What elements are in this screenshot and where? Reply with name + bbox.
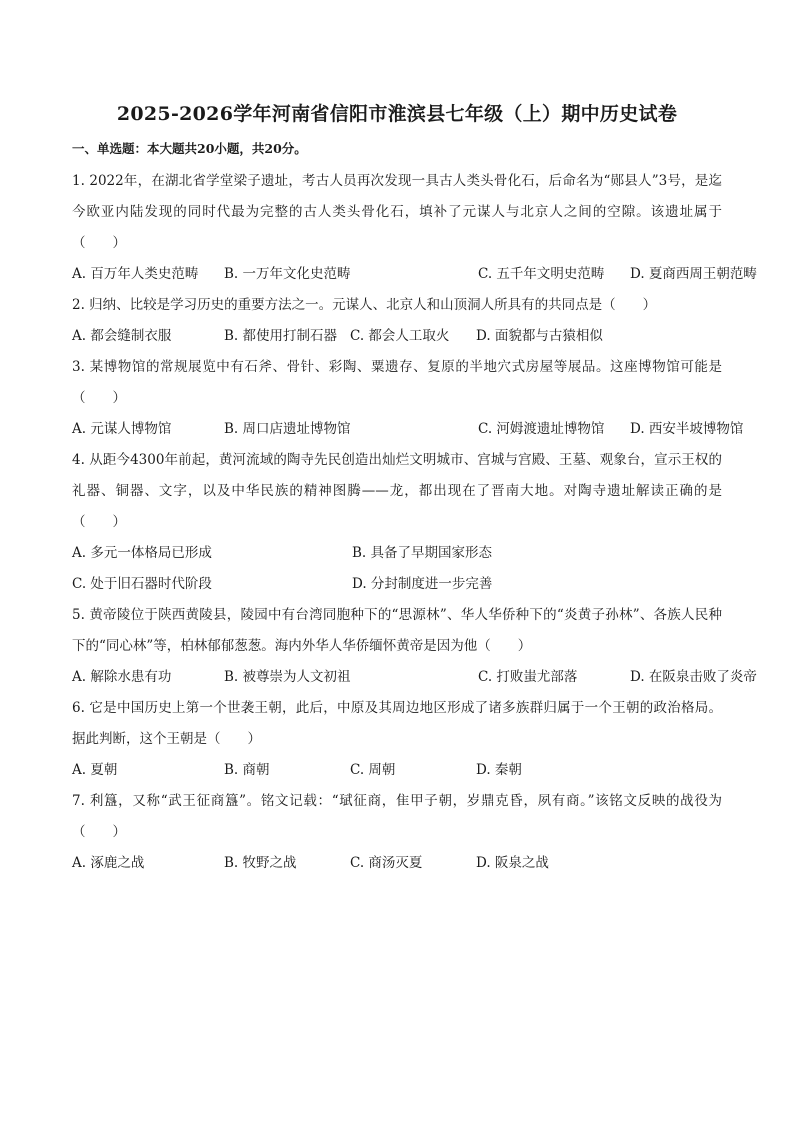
options-row	[72, 662, 757, 693]
question-stem: 4. 从距今4300年前起，黄河流域的陶寺先民创造出灿烂文明城市、宫城与宫殿、王墓、观象台，宣示王权的礼器、铜器、文字，以及中华民族的精神图腾——龙，都出现在了晋南大地。对陶寺遗址解读正确的是（ ）	[72, 452, 722, 530]
option-d[interactable]: D. 夏商西周王朝范畴	[630, 266, 757, 282]
option-b[interactable]: B. 商朝	[224, 762, 270, 778]
option-c[interactable]: C. 打败蚩尤部落	[478, 669, 578, 685]
option-b[interactable]: B. 具备了早期国家形态	[352, 545, 493, 561]
question-stem: 2. 归纳、比较是学习历史的重要方法之一。元谋人、北京人和山顶洞人所具有的共同点是（ ）	[72, 297, 657, 313]
option-b[interactable]: B. 牧野之战	[224, 855, 297, 871]
options-row	[72, 259, 757, 290]
question-stem: 6. 它是中国历史上第一个世袭王朝，此后，中原及其周边地区形成了诸多族群归属于一个王朝的政治格局。据此判断，这个王朝是（ ）	[72, 700, 722, 747]
option-c[interactable]: C. 处于旧石器时代阶段	[72, 576, 212, 592]
option-a[interactable]: A. 百万年人类史范畴	[72, 266, 199, 282]
option-a[interactable]: A. 元谋人博物馆	[72, 421, 172, 437]
question-stem: 5. 黄帝陵位于陕西黄陵县，陵园中有台湾同胞种下的“思源林”、华人华侨种下的“炎黄子孙林”、各族人民种下的“同心林”等，柏林郁郁葱葱。海内外华人华侨缅怀黄帝是因为他（ ）	[72, 607, 722, 654]
option-c[interactable]: C. 周朝	[350, 762, 396, 778]
option-a[interactable]: A. 解除水患有功	[72, 669, 172, 685]
question-3	[72, 352, 744, 445]
option-d[interactable]: D. 分封制度进一步完善	[352, 576, 493, 592]
question-stem: 7. 利簋，又称“武王征商簋”。铭文记载：“珷征商，隹甲子朝，岁鼎克昏，夙有商。”该铭文反映的战役为（ ）	[72, 793, 722, 840]
option-d[interactable]: D. 秦朝	[476, 762, 522, 778]
options-row	[72, 755, 722, 786]
section-heading: 一、单选题：本大题共20小题，共20分。	[72, 141, 307, 156]
option-b[interactable]: B. 一万年文化史范畴	[224, 266, 351, 282]
question-5	[72, 600, 757, 693]
options-row	[72, 848, 722, 879]
option-c[interactable]: C. 河姆渡遗址博物馆	[478, 421, 605, 437]
option-a[interactable]: A. 多元一体格局已形成	[72, 545, 212, 561]
question-7	[72, 786, 722, 879]
page-title: 2025-2026学年河南省信阳市淮滨县七年级（上）期中历史试卷	[116, 103, 678, 125]
options-row	[72, 321, 722, 352]
question-stem: 3. 某博物馆的常规展览中有石斧、骨针、彩陶、粟遗存、复原的半地穴式房屋等展品。这座博物馆可能是（ ）	[72, 359, 722, 406]
option-b[interactable]: B. 周口店遗址博物馆	[224, 421, 351, 437]
options-row	[72, 414, 744, 445]
option-d[interactable]: D. 在阪泉击败了炎帝	[630, 669, 757, 685]
option-c[interactable]: C. 五千年文明史范畴	[478, 266, 605, 282]
question-6	[72, 693, 722, 786]
option-d[interactable]: D. 西安半坡博物馆	[630, 421, 744, 437]
option-c[interactable]: C. 都会人工取火	[350, 328, 450, 344]
option-d[interactable]: D. 面貌都与古猿相似	[476, 328, 603, 344]
option-a[interactable]: A. 都会缝制衣服	[72, 328, 172, 344]
option-a[interactable]: A. 夏朝	[72, 762, 118, 778]
question-1	[72, 166, 757, 290]
question-stem: 1. 2022年，在湖北省学堂梁子遗址，考古人员再次发现一具古人类头骨化石，后命名为“郧县人”3号，是迄今欧亚内陆发现的同时代最为完整的古人类头骨化石，填补了元谋人与北京人之间的空隙。该遗址属于（ ）	[72, 173, 722, 251]
option-b[interactable]: B. 都使用打制石器	[224, 328, 338, 344]
option-c[interactable]: C. 商汤灭夏	[350, 855, 423, 871]
option-b[interactable]: B. 被尊崇为人文初祖	[224, 669, 351, 685]
question-4	[72, 445, 722, 600]
question-2	[72, 290, 722, 352]
option-a[interactable]: A. 涿鹿之战	[72, 855, 145, 871]
options-row	[72, 538, 722, 600]
option-d[interactable]: D. 阪泉之战	[476, 855, 549, 871]
